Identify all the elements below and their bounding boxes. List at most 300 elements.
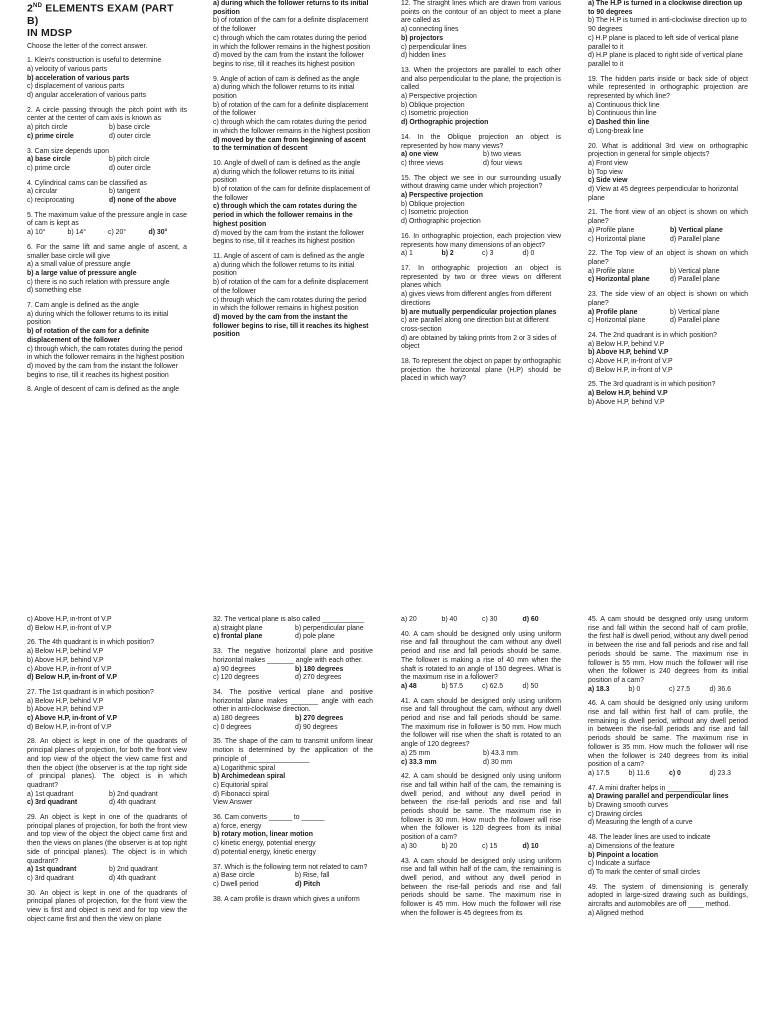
answer-option: c) kinetic energy, potential energy [213,840,316,848]
answer-option: a) 30 [401,842,417,850]
question-block [588,884,748,919]
question-text: 45. A cam should be designed only using uniform rise and fall within the second half of cam profile, the first half is dwell period, without any dwell period in between the rise and fall periods and rise and fall periods should be same. The maximum rise in follower is 55 mm. How much the follower will rise when the follower is 240 degrees from its initial position of a cam? [588,616,748,684]
option-grid [213,625,373,642]
option-row [401,616,561,625]
question-block [27,814,187,884]
answer-option: d) 23.3 [709,769,731,777]
question-text: 7. Cam angle is defined as the angle [27,302,139,310]
answer-option: d) outer circle [109,132,151,140]
option-grid [588,227,748,244]
answer-option: c) H.P plane is placed to left side of vertical plane parallel to it [588,34,739,51]
answer-option: a) during which the follower returns to its initial position [213,84,355,101]
correct-answer-option: a) 18.3 [588,685,610,693]
answer-option: d) Parallel plane [670,317,720,325]
question-block [27,244,187,296]
page1-column-4 [588,0,748,414]
question-block [588,700,748,778]
question-block [401,698,561,768]
question-block [401,233,561,259]
question-block [213,814,373,858]
correct-answer-option: c) Side view [588,177,628,185]
answer-option: d) 36.6 [709,685,731,693]
question-text: 4. Cylindrical cams can be classified as [27,179,147,187]
correct-answer-option: b) a large value of pressure angle [27,269,137,277]
question-text: 30. An object is kept in one of the quadrants of principal planes of projection, for the front view the view is first and object is next and for top view the object came first and then the view on plane [27,889,187,923]
page2-col3-questions [401,616,561,919]
answer-option: a) 90 degrees [213,665,256,673]
answer-option: d) Parallel plane [670,276,720,284]
question-block [27,890,187,925]
correct-answer-option: c) Horizontal plane [588,276,650,284]
page1-col4-questions [588,0,748,408]
question-text: 26. The 4th quadrant is in which position? [27,639,155,647]
answer-option: d) moved by the cam from the instant the follower begins to rise, till it reaches its highest position [27,363,178,379]
correct-answer-option: d) Orthographic projection [401,119,489,127]
answer-option: d) pole plane [295,633,335,641]
question-text: 38. A cam profile is drawn which gives a uniform [213,895,360,903]
question-block [213,864,373,890]
question-text: 24. The 2nd quadrant is in which position? [588,331,717,339]
question-block [213,160,373,247]
question-text: 5. The maximum value of the pressure angle in case of cam is kept as [27,211,187,228]
correct-answer-option: c) 3rd quadrant [27,799,78,807]
answer-option: b) 0 [628,685,641,693]
question-text: 23. The side view of an object is shown on which plane? [588,291,748,307]
answer-option: c) Isometric projection [401,110,469,118]
answer-option: a) 17.5 [588,769,610,777]
answer-option: d) four views [483,159,523,167]
answer-option: b) of rotation of the cam for a definite displacement of the follower [213,17,369,34]
answer-option: a) force, energy [213,822,262,830]
answer-option: b) 40 [441,616,458,623]
question-text: 8. Angle of descent of cam is defined as the angle [27,386,180,394]
question-block [401,175,561,227]
answer-option: b) Top view [588,168,623,176]
instructions: Choose the letter of the correct answer. [27,42,148,50]
option-grid [213,666,373,683]
page1-column-2 [213,0,373,346]
title-line-2: IN MDSP [27,26,73,39]
answer-option: d) 50 [522,682,539,690]
correct-answer-option: c) Dashed thin line [588,119,650,127]
question-block [401,616,561,625]
question-block [27,689,187,733]
question-text: 6. For the same lift and same angle of ascent, a smaller base circle will give [27,243,187,260]
question-block [27,57,187,101]
exam-page-2 [0,616,768,1024]
correct-answer-option: a) during which the follower returns to its initial position [213,0,369,16]
page-gap [0,560,768,616]
answer-option: d) moved by the cam from the instant the follower begins to rise, till it reaches its highest position [213,52,364,68]
answer-option: a) during which the follower returns to its initial position [213,261,355,278]
answer-option: c) through which the cam rotates during the period in which the follower remains in the highest position [213,119,371,135]
exam-title [27,0,187,39]
answer-option: d) hidden lines [401,52,446,60]
correct-answer-option: b) Vertical plane [670,226,723,234]
question-text: 42. A cam should be designed only using uniform rise and fall within half of the cam, the remaining is dwell period, and without any dwell period in between the rise-fall periods and rise and fall periods should be same. The maximum rise in follower is 30 mm. How much the follower will rise when the follower is 120 degrees from its initial position of a cam? [401,773,561,842]
answer-option: c) 0 degrees [213,723,252,731]
question-block [27,148,187,174]
correct-answer-option: d) Below H.P, in-front of V.P [27,674,117,682]
question-text: 34. The positive vertical plane and positive horizontal plane makes _______ angle with each other in anti-clockwise direction. [213,688,373,714]
answer-option: c) through which, the cam rotates during the period in which the follower remains in the highest position [27,345,185,362]
question-block [401,134,561,169]
answer-option: d) Orthographic projection [401,218,481,226]
title-prefix: 2 [27,2,34,15]
answer-option: a) Profile plane [588,267,635,275]
answer-option: c) Indicate a surface [588,860,651,868]
answer-option: b) Oblique projection [401,200,465,208]
answer-option: c) 20° [108,229,127,237]
question-text: 49. The system of dimensioning is generally adopted in large-sized drawing such as buildings, aircrafts and automobiles are off ____ method. [588,883,748,909]
answer-option: d) H.P plane is placed to right side of vertical plane parallel to it [588,52,743,68]
question-block [27,639,187,683]
answer-option: d) Below H.P, in-front of V.P [27,624,112,632]
answer-option: c) through which the cam rotates during the period in which the follower remains in highest position [213,296,367,313]
question-block [588,332,748,376]
answer-option: a) Perspective projection [401,93,477,101]
page1-column-3 [401,0,561,390]
correct-answer-option: d) 30° [148,229,168,237]
question-block [27,212,187,238]
option-row [401,843,561,852]
answer-option: b) Vertical plane [670,308,720,316]
answer-option: d) moved by the cam from the instant the follower begins to rise, till it reaches its highest position [213,229,364,246]
question-text: 12. The straight lines which are drawn from various points on the contour of an object to meet a plane are called as [401,0,561,25]
question-block [213,76,373,154]
question-block [401,265,561,352]
correct-answer-option: a) one view [401,151,439,159]
option-grid [27,866,187,883]
answer-option: a) Below H.P, behind V.P [588,340,665,348]
answer-option: d) something else [27,287,82,295]
option-grid [588,309,748,326]
correct-answer-option: b) projectors [401,34,444,42]
correct-answer-option: b) are mutually perpendicular projection planes [401,308,557,316]
option-grid [401,151,561,168]
question-block [401,858,561,919]
answer-option: b) 14° [67,229,86,237]
question-text: 13. When the projectors are parallel to each other and also perpendicular to the plane, the projection is called [401,66,561,92]
answer-option: a) Continuous thick line [588,101,660,109]
question-block [588,209,748,244]
question-block [401,67,561,128]
title-superscript: ND [33,3,43,9]
answer-option: b) 43.3 mm [483,749,518,757]
answer-option: d) 0 [522,250,535,258]
answer-option: d) 4th quadrant [109,799,156,807]
answer-option: c) Above H.P, in-front of V.P [27,665,112,673]
question-text: 19. The hidden parts inside or back side of object while represented in orthographic projection are represented by which line? [588,75,748,101]
answer-option: d) potential energy, kinetic energy [213,848,316,856]
correct-answer-option: c) frontal plane [213,633,263,641]
option-grid [213,872,373,889]
correct-answer-option: a) Profile plane [588,308,638,316]
question-text: 20. What is additional 3rd view on orthographic projection in general for simple objects? [588,142,748,159]
answer-option: a) 1 [401,250,413,258]
correct-answer-option: d) moved by the cam from the instant the follower begins to rise, till it reaches its highest position [213,313,369,339]
correct-answer-option: b) 2 [441,250,454,258]
answer-option: d) Measuring the length of a curve [588,819,693,827]
answer-option: c) 30 [482,616,498,623]
question-block [401,631,561,692]
answer-option: a) 180 degrees [213,715,260,723]
correct-answer-option: b) Archimedean spiral [213,773,286,781]
question-block [401,773,561,851]
answer-option: a) pitch circle [27,124,68,132]
correct-answer-option: b) 270 degrees [295,715,344,723]
answer-option: b) base circle [109,124,150,132]
answer-option: a) Base circle [213,872,255,880]
question-block [588,0,748,70]
correct-answer-option: a) Perspective projection [401,192,483,200]
question-block [588,76,748,137]
answer-option: a) Profile plane [588,226,635,234]
answer-option: b) Oblique projection [401,101,465,109]
correct-answer-option: c) Above H.P, in-front of V.P [27,715,118,723]
answer-option: b) 57.5 [441,682,463,690]
answer-option: c) there is no such relation with pressure angle [27,278,170,286]
question-block [588,143,748,204]
answer-option: d) Parallel plane [670,235,720,243]
answer-option: c) Isometric projection [401,209,469,217]
correct-answer-option: a) 1st quadrant [27,866,77,874]
correct-answer-option: b) Above H.P, behind V.P [588,349,669,357]
correct-answer-option: a) 48 [401,682,417,690]
question-text: 36. Cam converts ______ to ______ [213,814,325,822]
correct-answer-option: b) Pinpoint a location [588,851,659,859]
answer-option: b) Drawing smooth curves [588,802,669,810]
answer-option: d) 90 degrees [295,723,338,731]
answer-option: a) Dimensions of the feature [588,842,675,850]
answer-option: b) 11.6 [628,769,650,777]
answer-option: b) Vertical plane [670,267,720,275]
question-text: 17. In orthographic projection an object is represented by two or three views on different planes which [401,264,561,290]
answer-option: b) Rise, fall [295,872,330,880]
answer-option: b) pitch circle [109,156,150,164]
answer-option: b) 20 [441,842,458,850]
answer-option: d) 270 degrees [295,674,342,682]
answer-option: a) circular [27,188,58,196]
correct-answer-option: a) The H.P is turned in a clockwise direction up to 90 degrees [588,0,743,16]
answer-option: b) 2nd quadrant [109,790,158,798]
answer-option: c) 62.5 [482,682,504,690]
answer-option: d) Below H.P, in-front of V.P [588,366,673,374]
answer-option: a) during which the follower returns to its initial position [213,168,355,185]
question-text: 43. A cam should be designed only using uniform rise and fall within half of the cam, the remaining is dwell period, and without any dwell period in between the rise-fall periods and rise and fall periods should be same. The maximum rise in follower is 45 mm. How much the follower will rise when the follower is 45 degrees from its [401,857,561,917]
question-text: 48. The leader lines are used to indicate [588,834,711,842]
answer-option: c) 3 [482,250,494,258]
answer-option: a) 20 [401,616,417,623]
page1-column-1 [27,0,187,401]
option-row [401,250,561,259]
question-text: 14. In the Oblique projection an object is represented by how many views? [401,133,561,150]
title-line-1: ELEMENTS EXAM (PART B) [27,2,174,27]
page2-column-1 [27,616,187,931]
question-block [213,689,373,733]
option-row [401,683,561,692]
question-block [213,738,373,808]
question-block [588,250,748,285]
question-text: 22. The Top view of an object is shown on which plane? [588,250,748,266]
page1-col2-questions [213,0,373,340]
answer-option: c) 120 degrees [213,674,259,682]
question-block [588,291,748,326]
correct-answer-option: d) 10 [522,842,539,850]
correct-answer-option: b) acceleration of various parts [27,74,130,82]
answer-option: b) two views [483,151,521,159]
correct-answer-option: a) Below H.P, behind V.P [588,390,668,398]
correct-answer-option: a) base circle [27,156,71,164]
option-row [588,770,748,779]
answer-option: c) Dwell period [213,880,259,888]
question-text: 28. An object is kept in one of the quadrants of principal planes of projection, for both the front view and top view of the object the view came first and then the object (the observer is at the top right side of principal planes). The object is in which quadrant? [27,738,187,789]
question-block [588,381,748,407]
question-text: 29. An object is kept in one of the quadrants of principal planes of projection, for both the front view and top view of the object the object came first and then the views on planes (the observer is at top right side of principal planes). The object is in which quadrant? [27,814,187,865]
answer-option: c) 15 [482,842,498,850]
answer-option: d) angular acceleration of various parts [27,92,147,100]
question-block [27,616,187,633]
question-block [588,834,748,878]
correct-answer-option: c) 33.3 mm [401,758,437,766]
question-text: 21. The front view of an object is shown on which plane? [588,209,748,226]
question-block [213,0,373,70]
answer-option: d) To mark the center of small circles [588,868,701,876]
question-block [27,107,187,142]
option-grid [27,791,187,808]
answer-option: d) View at 45 degrees perpendicular to horizontal plane [588,186,739,202]
question-text: 2. A circle passing through the pitch point with its center at the center of cam axis is known as [27,106,187,123]
answer-option: c) 27.5 [669,685,691,693]
question-text: 1. Klein's construction is useful to determine [27,57,162,65]
correct-answer-option: b) rotary motion, linear motion [213,831,313,839]
answer-option: d) Long-break line [588,127,644,135]
question-text: 32. The vertical plane is also called ___________ [213,616,365,623]
answer-option: d) are obtained by taking prints from 2 or 3 sides of object [401,334,557,351]
answer-option: c) Above H.P, in-front of V.P [27,616,112,623]
question-block [27,738,187,808]
question-text: 35. The shape of the cam to transmit uniform linear motion is determined by the application of the principle of ________________ [213,738,373,763]
answer-option: c) are parallel along one direction but at different cross-section [401,317,549,333]
correct-answer-option: c) prime circle [27,132,74,140]
answer-option: a) velocity of various parts [27,65,108,73]
question-text: 18. To represent the object on paper by orthographic projection the horizontal plane (H.P) should be placed in which way? [401,358,561,383]
answer-option: b) perpendicular plane [295,624,364,632]
correct-answer-option: b) 180 degrees [295,665,344,673]
correct-answer-option: d) none of the above [109,197,177,205]
page1-col3-questions [401,0,561,384]
answer-option: a) Below H.P, behind V.P [27,648,104,656]
answer-option: d) 30 mm [483,758,513,766]
answer-option: c) three views [401,159,444,167]
answer-option: c) Horizontal plane [588,235,646,243]
question-block [213,896,373,905]
question-block [213,616,373,642]
answer-option: View Answer [213,799,253,807]
question-text: 11. Angle of ascent of cam is defined as the angle [213,252,365,260]
option-grid [27,188,187,205]
question-text: 27. The 1st quadrant is in which position? [27,688,154,696]
question-block [588,616,748,694]
question-text: 10. Angle of dwell of cam is defined as the angle [213,159,361,167]
answer-option: a) straight plane [213,624,263,632]
answer-option: b) tangent [109,188,141,196]
page1-col1-questions [27,57,187,395]
answer-option: b) Above H.P, behind V.P [27,706,104,714]
correct-answer-option: d) moved by the cam from beginning of ascent to the termination of descent [213,136,366,153]
question-text: 16. In orthographic projection, each projection view represents how many dimensions of an object? [401,232,561,249]
option-row [588,686,748,695]
answer-option: c) prime circle [27,164,70,172]
page2-col2-questions [213,616,373,904]
question-block [213,648,373,683]
question-text: 46. A cam should be designed only using uniform rise and fall within first half of cam profile, the remaining is dwell period, without any dwell period in between the rise-fall periods and rise and fall periods should be same. The maximum rise in follower is 35 mm. How much the follower will rise when the follower is 240 degrees from its initial position of a cam? [588,700,748,769]
option-grid [213,715,373,732]
question-text: 15. The object we see in our surrounding usually without drawing came under which projection? [401,174,561,191]
question-text: 25. The 3rd quadrant is in which position? [588,381,716,389]
answer-option: b) of rotation of the cam for definite displacement of the follower [213,186,371,202]
answer-option: a) 25 mm [401,749,431,757]
answer-option: d) 4th quadrant [109,874,156,882]
answer-option: c) Above H.P, in-front of V.P [588,358,673,366]
answer-option: d) Below H.P, in-front of V.P [27,723,112,731]
answer-option: b) Continuous thin line [588,110,657,118]
answer-option: a) Below H.P, behind V.P [27,697,104,705]
option-grid [401,750,561,767]
answer-option: a) connecting lines [401,26,459,34]
correct-answer-option: c) through which the cam rotates during the period in which the follower remains in the highest position [213,203,357,228]
correct-answer-option: a) Drawing parallel and perpendicular lines [588,793,729,801]
answer-option: c) Equitorial spiral [213,781,268,789]
page2-col4-questions [588,616,748,919]
answer-option: c) Horizontal plane [588,317,646,325]
answer-option: c) Drawing circles [588,810,643,818]
answer-option: b) Above H.P, behind V.P [27,656,104,664]
answer-option: c) through which the cam rotates during the period in which the follower remains in the highest position [213,34,371,51]
question-text: 41. A cam should be designed only using uniform rise and fall throughout the cam, without any dwell period and rise and fall periods should be same. The maximum rise in follower is 50 mm. How much the follower will rise when the shaft is rotated to an angle of 120 degrees? [401,697,561,749]
answer-option: c) 3rd quadrant [27,874,74,882]
option-row [27,229,187,238]
answer-option: a) Front view [588,159,628,167]
question-block [401,0,561,61]
answer-option: a) Aligned method [588,909,644,917]
answer-option: b) The H.P is turned in anti-clockwise direction up to 90 degrees [588,17,747,34]
question-block [588,785,748,829]
page2-col1-questions [27,616,187,925]
question-block [213,253,373,340]
correct-answer-option: d) Pitch [295,880,321,888]
answer-option: c) reciprocating [27,197,75,205]
question-block [27,386,187,395]
answer-option: d) outer circle [109,164,151,172]
page2-column-3 [401,616,561,925]
answer-option: b) of rotation of the cam for a definite displacement of the follower [213,101,369,118]
option-grid [27,156,187,173]
answer-option: b) of rotation of the cam for a definite displacement of the follower [213,279,369,295]
answer-option: a) gives views from different angles from different directions [401,291,552,307]
question-text: 3. Cam size depends upon [27,147,109,155]
option-grid [588,268,748,285]
answer-option: a) during which the follower returns to its initial position [27,310,169,327]
question-text: 40. A cam should be designed only using uniform rise and fall throughout the cam without any dwell period and rise and fall periods should be same. The follower is making a rise of 40 mm when the shaft is rotated to an angle of 150 degrees. What is the maximum rise in a follower? [401,630,561,682]
answer-option: c) perpendicular lines [401,43,467,51]
question-block [27,302,187,380]
question-block [401,358,561,384]
question-text: 37. Which is the following term not related to cam? [213,863,368,871]
answer-option: a) 1st quadrant [27,790,74,798]
correct-answer-option: b) of rotation of the cam for a definite displacement of the follower [27,328,150,344]
correct-answer-option: d) 60 [522,616,539,623]
